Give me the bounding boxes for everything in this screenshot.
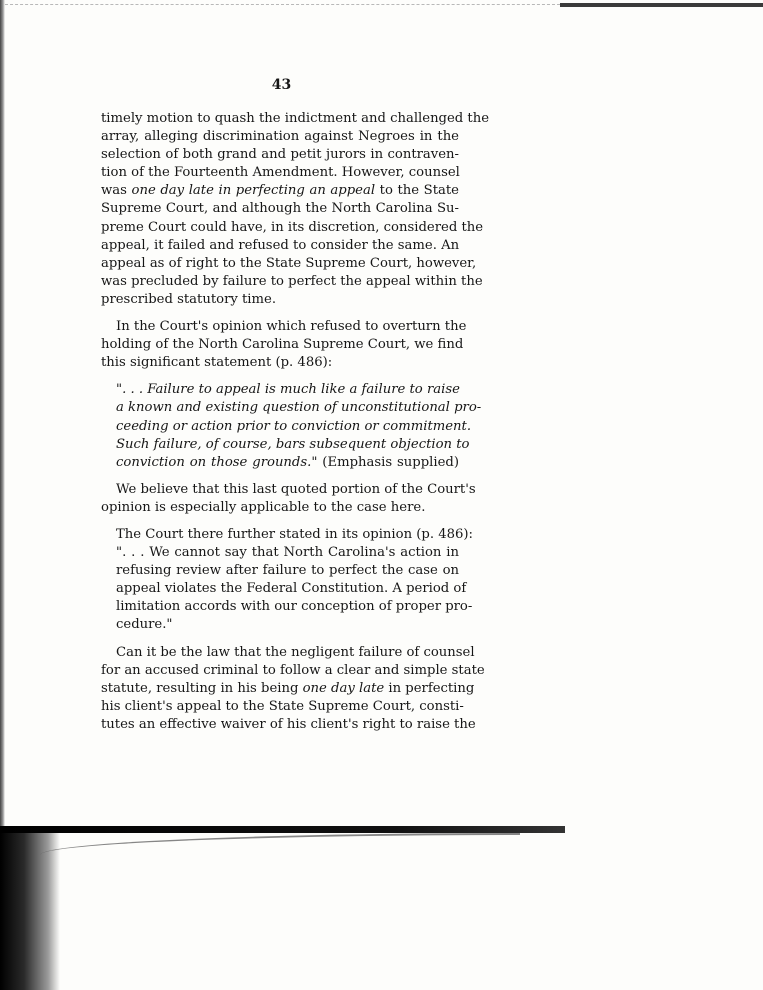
- scan-edge-top-right: [560, 3, 763, 7]
- text-line: appeal, it failed and refused to consider the same. An: [101, 237, 460, 253]
- quote-line: Such failure, of course, bars subsequent objection to: [116, 436, 470, 452]
- quote-line: ceeding or action prior to conviction or commitment.: [116, 418, 472, 434]
- text-line: preme Court could have, in its discretion, considered the: [101, 219, 484, 235]
- paragraph-5: [101, 644, 485, 734]
- block-quote-2: [101, 544, 473, 634]
- text-line: tion of the Fourteenth Amendment. However, counsel: [101, 165, 460, 181]
- quote-line: ". . . We cannot say that North Carolina's action in: [116, 545, 459, 561]
- text-line: prescribed statutory time.: [101, 291, 277, 307]
- text-line: In the Court's opinion which refused to overturn the: [116, 319, 467, 335]
- quote-line: ". . . Failure to appeal is much like a failure to raise: [116, 382, 460, 398]
- text-line: was one day late in perfecting an appeal to the State: [101, 183, 459, 199]
- scan-edge-bottom: [0, 826, 565, 833]
- paragraph-2: [101, 318, 467, 372]
- text-line: timely motion to quash the indictment and challenged the: [101, 111, 490, 126]
- text-line: tutes an effective waiver of his client's right to raise the: [101, 716, 476, 732]
- block-quote-1: [101, 381, 482, 471]
- document-body: [101, 110, 490, 743]
- scan-edge-top: [0, 4, 560, 5]
- text-line: was precluded by failure to perfect the appeal within the: [101, 273, 483, 289]
- page-number: [0, 77, 763, 93]
- text-line: for an accused criminal to follow a clear and simple state: [101, 662, 485, 678]
- text-line: selection of both grand and petit jurors in contraven-: [101, 147, 459, 163]
- quote-line: a known and existing question of unconstitutional pro-: [116, 400, 482, 416]
- scan-shadow-bottom-left: [0, 833, 60, 990]
- text-line: We believe that this last quoted portion of the Court's: [116, 481, 476, 497]
- text-line: this significant statement (p. 486):: [101, 355, 333, 371]
- quote-line: conviction on those grounds." (Emphasis supplied): [116, 454, 459, 470]
- text-line: Can it be the law that the negligent failure of counsel: [116, 644, 475, 660]
- text-line: holding of the North Carolina Supreme Court, we find: [101, 337, 464, 353]
- text-line: opinion is especially applicable to the case here.: [101, 499, 426, 515]
- text-line: statute, resulting in his being one day late in perfecting: [101, 680, 475, 696]
- paragraph-3: [101, 481, 476, 517]
- text-line: Supreme Court, and although the North Carolina Su-: [101, 201, 459, 217]
- emphasis-text: conviction on those grounds.": [116, 454, 323, 470]
- quote-line: cedure.": [116, 617, 173, 633]
- emphasis-text: one day late in perfecting an appeal: [131, 183, 376, 199]
- text-line: his client's appeal to the State Supreme Court, consti-: [101, 698, 464, 714]
- quote-line: appeal violates the Federal Constitution. A period of: [116, 581, 467, 597]
- paragraph-1: [101, 110, 490, 309]
- page-number-text: 43: [271, 77, 292, 93]
- text-line: appeal as of right to the State Supreme Court, however,: [101, 255, 477, 271]
- emphasis-text: one day late: [302, 680, 385, 696]
- scan-edge-left: [0, 0, 5, 830]
- text-line: The Court there further stated in its opinion (p. 486):: [116, 526, 473, 542]
- quote-line: refusing review after failure to perfect the case on: [116, 563, 459, 579]
- paragraph-4: [101, 526, 473, 544]
- quote-line: limitation accords with our conception of proper pro-: [116, 599, 473, 615]
- text-line: array, alleging discrimination against Negroes in the: [101, 129, 459, 145]
